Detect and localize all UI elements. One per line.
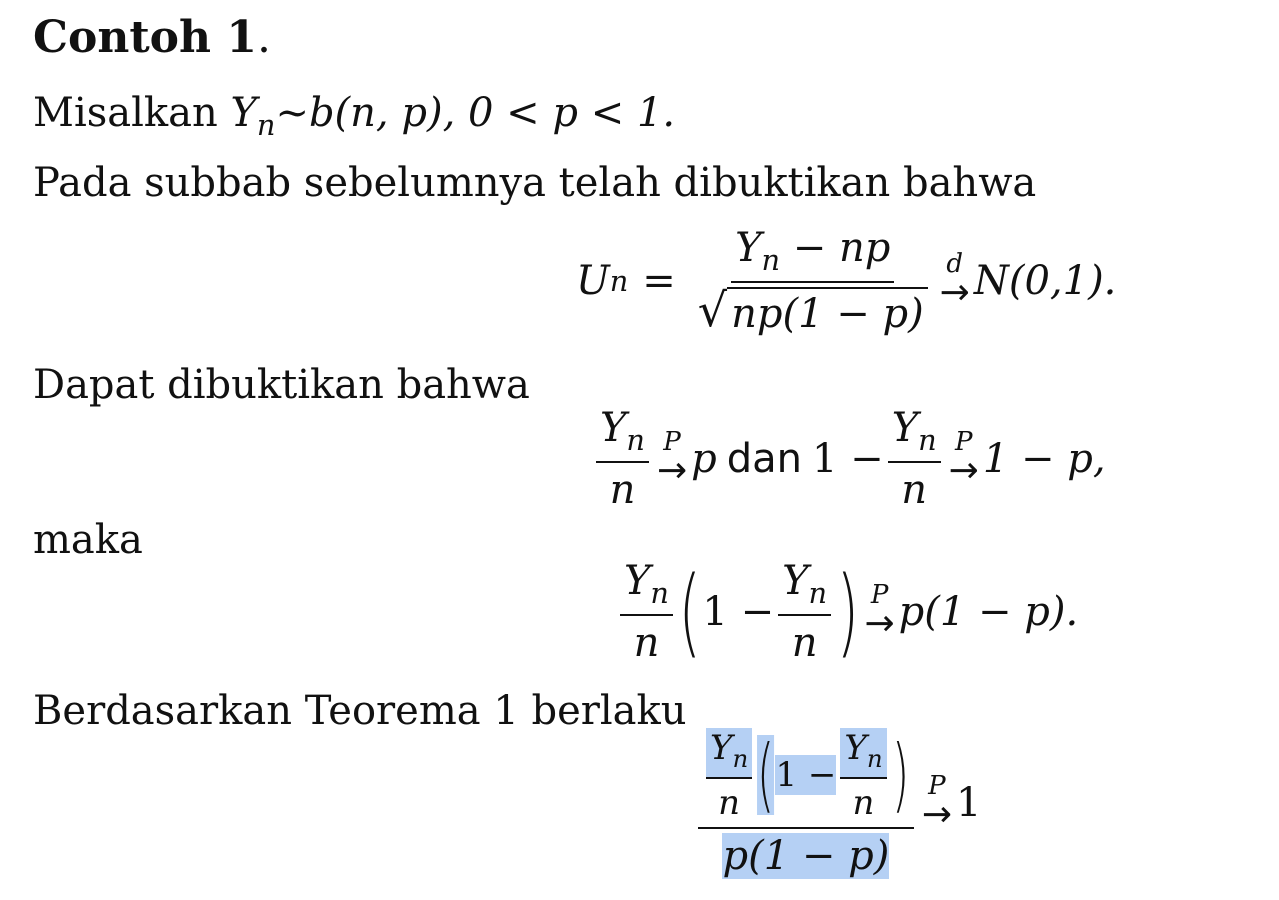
limit-p: p	[691, 436, 717, 483]
numerator	[706, 728, 752, 779]
equation-3	[616, 556, 1079, 669]
denominator: n	[791, 620, 818, 667]
numerator	[888, 405, 941, 463]
heading-label: Contoh 1	[33, 12, 257, 63]
num-sub: n	[650, 576, 669, 611]
example-heading	[33, 12, 271, 63]
denominator-text: p(1 − p)	[722, 832, 890, 879]
num-sub: n	[761, 243, 781, 278]
equation-2	[592, 405, 1106, 513]
rhs: N(0,1).	[973, 258, 1117, 305]
fraction-Y-over-n-2	[840, 728, 886, 823]
heading-punct: .	[256, 12, 271, 63]
distribution-text: ~b(n, p), 0 < p < 1.	[275, 90, 676, 136]
fraction-U	[694, 225, 932, 337]
rhs: 1	[955, 780, 982, 827]
left-paren: (	[757, 728, 775, 822]
fraction-ratio	[698, 728, 914, 879]
conjunction-dan: dan	[726, 436, 802, 483]
fraction-Y-over-n-2	[778, 558, 831, 666]
one-minus: 1 −	[702, 589, 775, 636]
arrow-icon: →	[948, 450, 979, 492]
fraction-Y-over-n	[706, 728, 752, 823]
sqrt	[697, 283, 928, 338]
arrow-label: d	[946, 249, 964, 280]
num-Y: Y	[624, 558, 651, 604]
arrow-label: P	[954, 427, 973, 458]
para-maka: maka	[33, 517, 143, 563]
para-theorem: Berdasarkan Teorema 1 berlaku	[33, 688, 687, 734]
sqrt-icon: √	[697, 283, 728, 338]
rhs: p(1 − p).	[898, 589, 1079, 636]
denominator: n	[718, 782, 741, 823]
numerator	[731, 225, 894, 283]
denominator: n	[609, 467, 636, 514]
num-sub: n	[918, 423, 937, 458]
var-Y: Y	[230, 90, 257, 136]
numerator	[840, 728, 886, 779]
denominator: n	[901, 467, 928, 514]
equation-1	[576, 225, 1116, 337]
convergence-arrow	[921, 771, 952, 836]
numerator	[698, 728, 914, 829]
para1-prefix: Misalkan	[33, 90, 231, 136]
var-U: U	[576, 258, 610, 305]
para-previous: Pada subbab sebelumnya telah dibuktikan bahwa	[33, 160, 1037, 206]
sub-n: n	[609, 264, 629, 299]
arrow-label: P	[663, 427, 681, 458]
convergence-arrow	[864, 580, 895, 645]
equals-sign: =	[642, 258, 676, 305]
sub-n: n	[256, 108, 276, 143]
num-rest: − np	[780, 225, 891, 271]
num-Y: Y	[844, 728, 867, 768]
denominator	[694, 283, 932, 337]
right-paren: )	[836, 556, 860, 669]
rhs: 1 − p,	[982, 436, 1106, 483]
fraction-Y-over-n	[620, 558, 673, 666]
arrow-icon: →	[656, 450, 688, 492]
num-Y: Y	[735, 225, 762, 271]
arrow-icon: →	[939, 272, 970, 314]
num-Y: Y	[782, 558, 809, 604]
num-sub: n	[732, 743, 749, 773]
convergence-arrow-2	[948, 427, 979, 492]
denominator: n	[852, 782, 875, 823]
denominator: n	[633, 620, 660, 667]
num-Y: Y	[600, 405, 627, 451]
fraction-Y-over-n	[596, 405, 649, 513]
right-paren: )	[891, 728, 909, 822]
one-minus: 1 −	[775, 755, 837, 796]
denominator	[718, 829, 893, 879]
arrow-icon: →	[864, 603, 895, 645]
num-sub: n	[626, 423, 645, 458]
fraction-Y-over-n-2	[888, 405, 941, 513]
sqrt-content: np(1 − p)	[727, 287, 928, 337]
one-minus: 1 −	[812, 436, 884, 483]
num-sub: n	[808, 576, 828, 611]
numerator	[620, 558, 673, 616]
num-Y: Y	[710, 728, 733, 768]
para-provable: Dapat dibuktikan bahwa	[33, 362, 530, 408]
convergence-arrow	[939, 249, 970, 314]
arrow-label: P	[870, 580, 889, 611]
numerator	[596, 405, 649, 463]
convergence-arrow	[656, 427, 688, 492]
left-paren: (	[678, 556, 701, 669]
arrow-icon: →	[921, 794, 952, 836]
num-Y: Y	[891, 405, 919, 451]
arrow-label: P	[928, 771, 946, 802]
equation-4	[694, 728, 981, 879]
num-sub: n	[866, 743, 883, 773]
numerator	[778, 558, 831, 616]
para-intro	[33, 90, 675, 142]
